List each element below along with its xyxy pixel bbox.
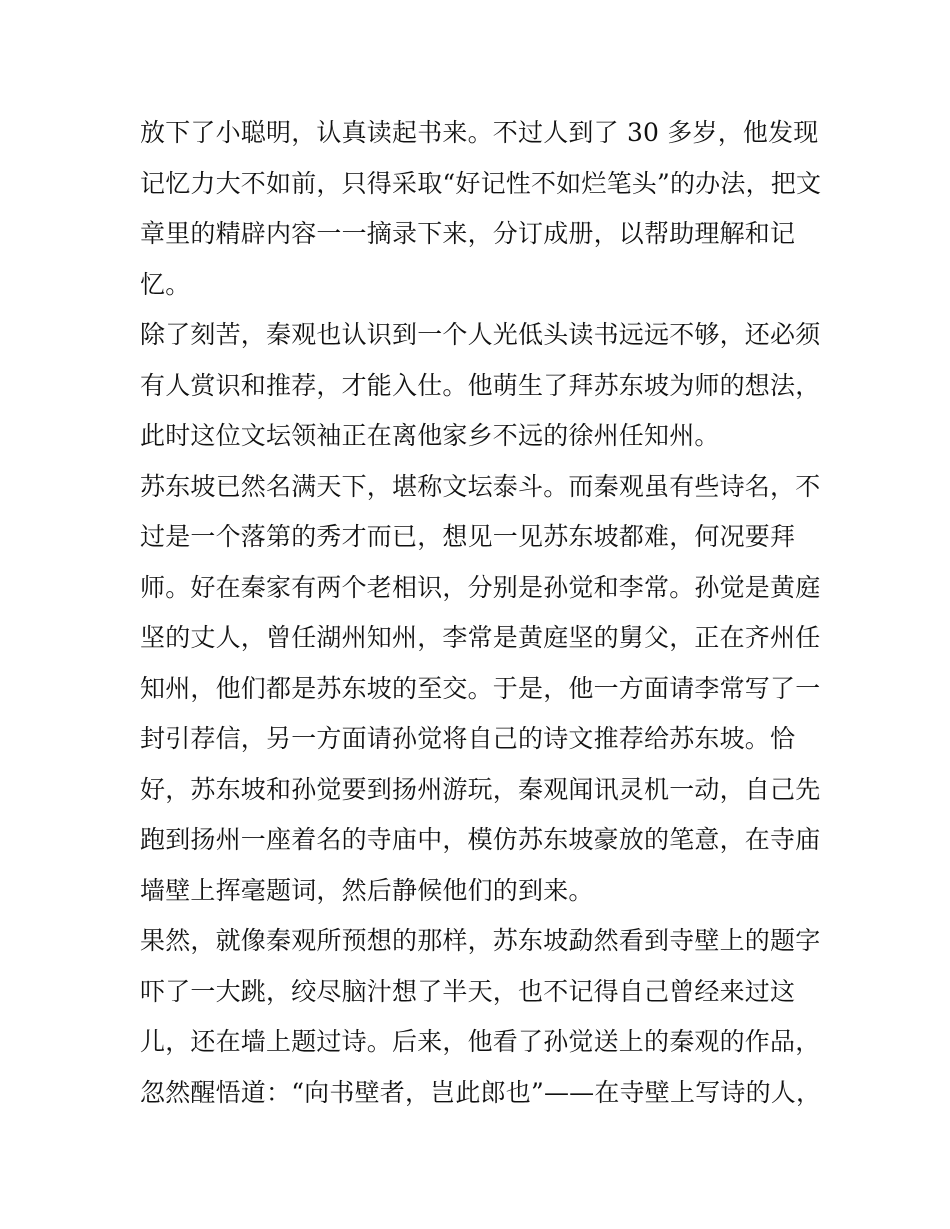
text-line: 忽然醒悟道：“向书壁者，岂此郎也”——在寺壁上写诗的人， — [140, 1077, 822, 1107]
text-line: 墙壁上挥毫题词，然后静候他们的到来。 — [140, 875, 594, 905]
text-line: 放下了小聪明，认真读起书来。不过人到了 30 多岁，他发现 — [140, 118, 819, 147]
text-line: 吓了一大跳，绞尽脑汁想了半天，也不记得自己曾经来过这 — [140, 976, 796, 1006]
text-line: 师。好在秦家有两个老相识，分别是孙觉和李常。孙觉是黄庭 — [140, 572, 821, 602]
document-body — [140, 108, 820, 1118]
text-line: 除了刻苦，秦观也认识到一个人光低头读书远远不够，还必须 — [140, 320, 821, 349]
text-line: 忆。 — [140, 269, 191, 299]
text-line: 过是一个落第的秀才而已，想见一见苏东坡都难，何况要拜 — [140, 522, 796, 551]
text-line: 好，苏东坡和孙觉要到扬州游玩，秦观闻讯灵机一动，自己先 — [140, 774, 821, 804]
text-line: 坚的丈人，曾任湖州知州，李常是黄庭坚的舅父，正在齐州任 — [140, 623, 821, 652]
text-line: 知州，他们都是苏东坡的至交。于是，他一方面请李常写了一 — [140, 673, 821, 703]
text-line: 此时这位文坛领袖正在离他家乡不远的徐州任知州。 — [140, 421, 720, 450]
text-line: 苏东坡已然名满天下，堪称文坛泰斗。而秦观虽有些诗名，不 — [140, 471, 821, 501]
text-line: 有人赏识和推荐，才能入仕。他萌生了拜苏东坡为师的想法， — [140, 370, 821, 400]
text-line: 果然，就像秦观所预想的那样，苏东坡勐然看到寺壁上的题字 — [140, 926, 821, 955]
text-line: 跑到扬州一座着名的寺庙中，模仿苏东坡豪放的笔意，在寺庙 — [140, 825, 821, 854]
text-line: 儿，还在墙上题过诗。后来，他看了孙觉送上的秦观的作品， — [140, 1027, 821, 1056]
text-line: 封引荐信，另一方面请孙觉将自己的诗文推荐给苏东坡。恰 — [140, 724, 796, 753]
text-line: 记忆力大不如前，只得采取“好记性不如烂笔头”的办法，把文 — [140, 168, 822, 198]
text-line: 章里的精辟内容一一摘录下来，分订成册，以帮助理解和记 — [140, 219, 796, 248]
